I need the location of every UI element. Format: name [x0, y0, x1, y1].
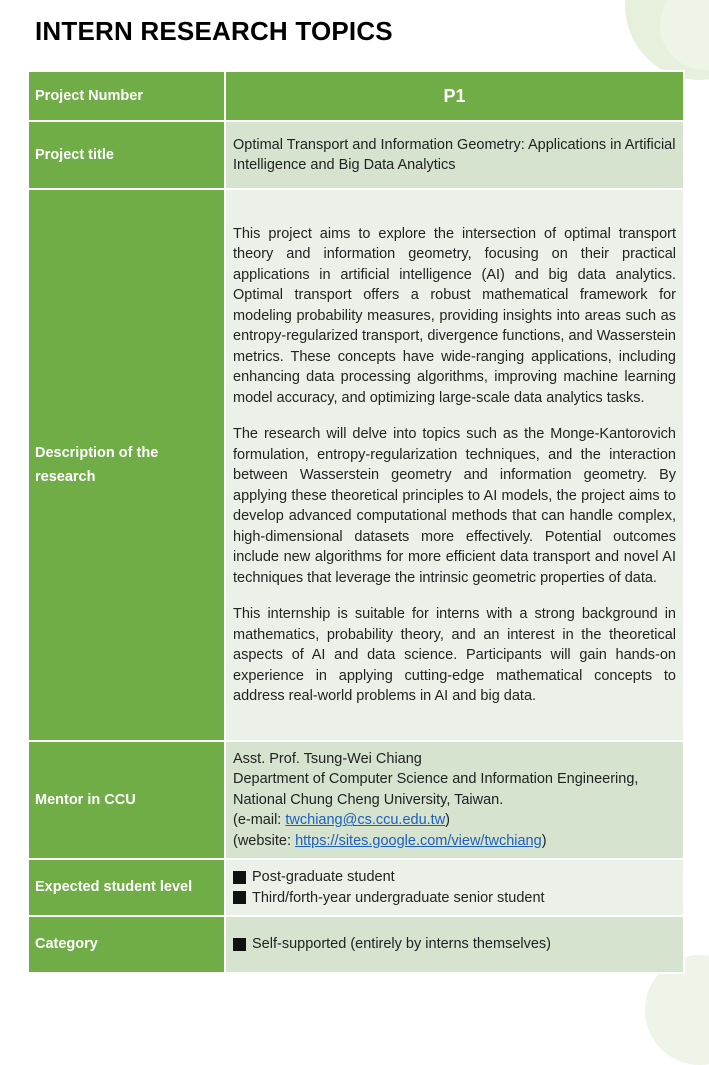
- mentor-website-line: [233, 831, 676, 852]
- filled-square-icon: [233, 891, 246, 904]
- student-level-row: [28, 859, 684, 916]
- description-paragraph: This project aims to explore the intersection of optimal transport theory and information geometry, focusing on their practical applications in artificial intelligence (AI) and big data analytics. Optimal transport offers a robust mathematical framework for modeling probability measures, providing insights into areas such as entropy-regularized transport, divergence functions, and Wasserstein metrics. These concepts have wide-ranging applications, including enhancing data processing algorithms, improving machine learning model accuracy, and optimizing large-scale data analytics tasks.: [233, 225, 676, 406]
- description-value: [225, 189, 684, 741]
- mentor-website-link[interactable]: https://sites.google.com/view/twchiang: [295, 832, 542, 849]
- project-number-row: [28, 71, 684, 121]
- student-level-label: Expected student level: [28, 859, 225, 916]
- email-suffix: ): [445, 812, 451, 829]
- email-prefix: (e-mail:: [233, 812, 286, 829]
- mentor-university: National Chung Cheng University, Taiwan.: [233, 791, 504, 808]
- student-level-option-text: Post-graduate student: [252, 869, 395, 885]
- description-row: [28, 189, 684, 741]
- mentor-department: Department of Computer Science and Information Engineering,: [233, 771, 639, 788]
- student-level-value: [225, 859, 684, 916]
- project-title-value: Optimal Transport and Information Geometry: Applications in Artificial Intelligence and Big Data Analytics: [225, 121, 684, 189]
- mentor-row: [28, 741, 684, 859]
- project-number-value: P1: [225, 71, 684, 121]
- student-level-option: [233, 867, 676, 888]
- filled-square-icon: [233, 871, 246, 884]
- topic-table: [27, 70, 685, 974]
- description-paragraph: This internship is suitable for interns with a strong background in mathematics, probability theory, and an interest in the theoretical aspects of AI and data science. Participants will gain hands-on experience in applying cutting-edge mathematical concepts to address real-world problems in AI and big data.: [233, 606, 676, 704]
- website-prefix: (website:: [233, 832, 296, 849]
- category-label: Category: [28, 916, 225, 973]
- page-title: INTERN RESEARCH TOPICS: [35, 16, 393, 46]
- project-title-label: Project title: [28, 121, 225, 189]
- category-option: [233, 934, 676, 955]
- mentor-name: Asst. Prof. Tsung-Wei Chiang: [233, 750, 422, 767]
- category-option-text: Self-supported (entirely by interns themselves): [252, 936, 551, 953]
- mentor-value: [225, 741, 684, 859]
- student-level-option-text: Third/forth-year undergraduate senior student: [252, 889, 545, 906]
- category-row: [28, 916, 684, 973]
- mentor-email-line: [233, 810, 676, 831]
- description-paragraph: The research will delve into topics such as the Monge-Kantorovich formulation, entropy-regularization techniques, and the interaction between Wasserstein geometry and information geometry. By applying these theoretical principles to AI models, the project aims to develop advanced computational methods that can handle complex, high-dimensional datasets more effectively. Potential outcomes include new algorithms for more efficient data transport and novel AI techniques that leverage the intrinsic geometric properties of data.: [233, 426, 676, 586]
- mentor-email-link[interactable]: twchiang@cs.ccu.edu.tw: [285, 812, 446, 829]
- website-suffix: ): [541, 832, 547, 849]
- project-title-row: [28, 121, 684, 189]
- student-level-option: [233, 888, 676, 909]
- project-number-label: Project Number: [28, 71, 225, 121]
- filled-square-icon: [233, 938, 246, 951]
- mentor-label: Mentor in CCU: [28, 741, 225, 859]
- description-label: Description of the research: [28, 189, 225, 741]
- category-value: [225, 916, 684, 973]
